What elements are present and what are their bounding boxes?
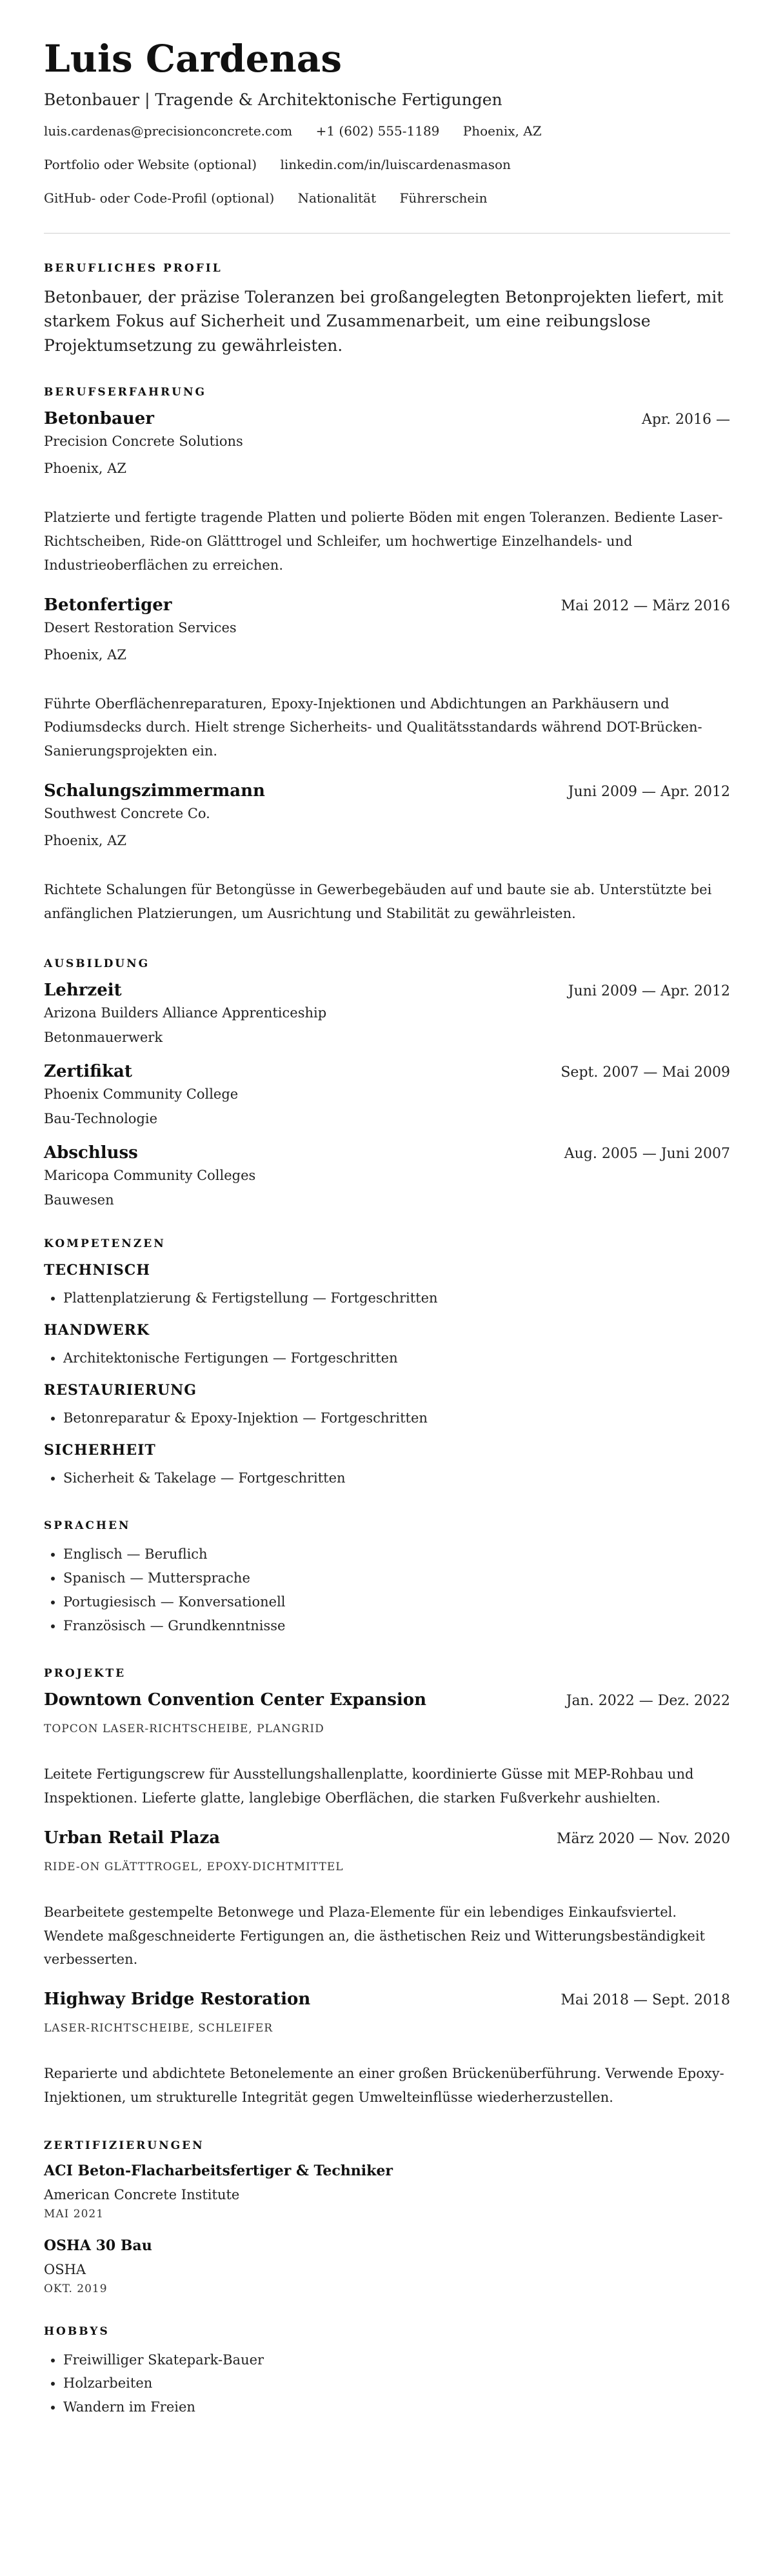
linkedin-link[interactable]: linkedin.com/in/luiscardenasmason [280, 156, 511, 172]
language-item: • Portugiesisch — Konversationell [63, 1590, 730, 1614]
job-location: Phoenix, AZ [44, 832, 126, 848]
phone-link[interactable]: +1 (602) 555-1189 [315, 123, 440, 139]
language-item: • Französisch — Grundkenntnisse [63, 1614, 730, 1638]
section-title-hobbies: HOBBYS [44, 2324, 110, 2338]
section-title-languages: SPRACHEN [44, 1519, 131, 1533]
section-title-profile: BERUFLICHES PROFIL [44, 261, 223, 275]
profile-section [44, 262, 730, 358]
study-field: Bau-Technologie [44, 1111, 158, 1127]
education-dates: Sept. 2007 — Mai 2009 [561, 1064, 730, 1081]
education-dates: Juni 2009 — Apr. 2012 [568, 983, 730, 1000]
school-name: Maricopa Community Colleges [44, 1168, 256, 1184]
projects-section [44, 1667, 730, 2109]
section-title-skills: KOMPETENZEN [44, 1237, 166, 1251]
email-link[interactable]: luis.cardenas@precisionconcrete.com [44, 123, 293, 139]
project-tools: LASER-RICHTSCHEIBE, SCHLEIFER [44, 2022, 273, 2035]
skill-item: • Sicherheit & Takelage — Fortgeschritten [63, 1466, 730, 1490]
certification-entry [44, 2237, 730, 2295]
project-tools: RIDE-ON GLÄTTTROGEL, EPOXY-DICHTMITTEL [44, 1860, 344, 1873]
hobby-list [44, 2348, 730, 2419]
degree-title: Lehrzeit [44, 981, 122, 1001]
profile-summary: Betonbauer, der präzise Toleranzen bei großangelegten Betonprojekten liefert, mit starkem Fokus auf Sicherheit und Zusammenarbeit, um eine reibungslose Projektumsetzung zu gewährleisten. [44, 287, 724, 355]
github-link[interactable]: GitHub- oder Code-Profil (optional) [44, 190, 275, 206]
job-description: Führte Oberflächenreparaturen, Epoxy-Injektionen und Abdichtungen an Parkhäusern und Podiumsdecks durch. Hielt strenge Sicherheits- und Qualitätsstandards während DOT-Brücken-Sanierungsprojekten ein. [44, 695, 702, 759]
experience-entry [44, 781, 730, 926]
project-description: Leitete Fertigungscrew für Ausstellungshallenplatte, koordinierte Güsse mit MEP-Rohbau und Inspektionen. Lieferte glatte, langlebige Oberflächen, die starken Fußverkehr aushielten. [44, 1766, 694, 1806]
education-entry [44, 981, 730, 1045]
project-entry [44, 1828, 730, 1972]
language-item: • Spanisch — Muttersprache [63, 1566, 730, 1590]
section-title-projects: PROJEKTE [44, 1667, 126, 1681]
language-item: • Englisch — Beruflich [63, 1543, 730, 1566]
hobby-item: • Freiwilliger Skatepark-Bauer [63, 2348, 730, 2372]
skill-list [44, 1466, 730, 1490]
contact-row-2 [44, 157, 730, 172]
certification-issuer: OSHA [44, 2261, 86, 2277]
skill-item: • Architektonische Fertigungen — Fortgeschritten [63, 1346, 730, 1370]
skill-item: • Plattenplatzierung & Fertigstellung — Fortgeschritten [63, 1286, 730, 1310]
location-text: Phoenix, AZ [462, 123, 542, 139]
study-field: Betonmauerwerk [44, 1030, 163, 1046]
experience-entry [44, 409, 730, 577]
education-section [44, 957, 730, 1208]
license-text: Führerschein [399, 190, 488, 206]
education-entry [44, 1143, 730, 1208]
certification-entry [44, 2162, 730, 2221]
certifications-section [44, 2139, 730, 2295]
experience-section [44, 386, 730, 925]
contact-row-1 [44, 123, 730, 139]
study-field: Bauwesen [44, 1192, 114, 1208]
degree-title: Abschluss [44, 1143, 138, 1163]
education-dates: Aug. 2005 — Juni 2007 [564, 1146, 730, 1163]
job-description: Platzierte und fertigte tragende Platten und polierte Böden mit engen Toleranzen. Bediente Laser-Richtscheiben, Ride-on Glätttrogel und Schleifer, um hochwertige Einzelhandels- und Industrieoberflächen zu erreichen. [44, 510, 723, 573]
project-tools: TOPCON LASER-RICHTSCHEIBE, PLANGRID [44, 1722, 324, 1736]
school-name: Arizona Builders Alliance Apprenticeship [44, 1005, 327, 1021]
job-title: Schalungszimmermann [44, 781, 265, 801]
hobbies-section [44, 2325, 730, 2419]
project-name: Urban Retail Plaza [44, 1828, 221, 1848]
company-name: Precision Concrete Solutions [44, 434, 243, 450]
certification-name: ACI Beton-Flacharbeitsfertiger & Techniker [44, 2162, 393, 2179]
section-title-experience: BERUFSERFAHRUNG [44, 386, 207, 399]
job-description: Richtete Schalungen für Betongüsse in Gewerbegebäuden auf und baute sie ab. Unterstützte bei anfänglichen Platzierungen, um Ausrichtung und Stabilität zu gewährleisten. [44, 881, 712, 921]
skill-category: HANDWERK [44, 1322, 150, 1339]
section-title-certifications: ZERTIFIZIERUNGEN [44, 2139, 204, 2152]
skill-category: SICHERHEIT [44, 1441, 156, 1459]
certification-date: OKT. 2019 [44, 2282, 108, 2295]
job-dates: Mai 2012 — März 2016 [561, 597, 730, 614]
project-name: Downtown Convention Center Expansion [44, 1690, 426, 1710]
job-location: Phoenix, AZ [44, 461, 126, 477]
certification-name: OSHA 30 Bau [44, 2237, 152, 2254]
candidate-name: Luis Cardenas [44, 37, 342, 81]
education-entry [44, 1062, 730, 1126]
project-dates: Jan. 2022 — Dez. 2022 [566, 1693, 730, 1710]
language-list [44, 1543, 730, 1637]
hobby-item: • Holzarbeiten [63, 2371, 730, 2395]
resume-header [44, 39, 730, 206]
project-name: Highway Bridge Restoration [44, 1990, 311, 2010]
portfolio-link[interactable]: Portfolio oder Website (optional) [44, 156, 257, 172]
nationality-text: Nationalität [297, 190, 377, 206]
certification-issuer: American Concrete Institute [44, 2186, 240, 2202]
skill-list [44, 1406, 730, 1430]
project-entry [44, 1990, 730, 2110]
school-name: Phoenix Community College [44, 1086, 239, 1103]
job-dates: Apr. 2016 — [641, 412, 730, 428]
skill-category: RESTAURIERUNG [44, 1381, 197, 1399]
project-dates: Mai 2018 — Sept. 2018 [561, 1992, 730, 2009]
experience-entry [44, 595, 730, 763]
skill-item: • Betonreparatur & Epoxy-Injektion — Fortgeschritten [63, 1406, 730, 1430]
project-description: Reparierte und abdichtete Betonelemente an einer großen Brückenüberführung. Verwende Epoxy-Injektionen, um strukturelle Integrität gegen Umwelteinflüsse wiederherzustellen. [44, 2066, 724, 2105]
project-description: Bearbeitete gestempelte Betonwege und Plaza-Elemente für ein lebendiges Einkaufsviertel. Wendete maßgeschneiderte Fertigungen an, die ästhetischen Reiz und Witterungsbeständigkeit verbesserten. [44, 1904, 706, 1968]
job-title: Betonfertiger [44, 595, 172, 615]
header-divider [44, 233, 730, 234]
languages-section [44, 1519, 730, 1637]
company-name: Southwest Concrete Co. [44, 805, 210, 821]
skill-list [44, 1346, 730, 1370]
section-title-education: AUSBILDUNG [44, 957, 150, 971]
project-dates: März 2020 — Nov. 2020 [556, 1830, 730, 1847]
project-entry [44, 1690, 730, 1810]
job-location: Phoenix, AZ [44, 646, 126, 663]
skills-section [44, 1237, 730, 1490]
skill-category: TECHNISCH [44, 1262, 151, 1279]
contact-row-3 [44, 190, 730, 206]
candidate-headline: Betonbauer | Tragende & Architektonische Fertigungen [44, 90, 502, 109]
hobby-item: • Wandern im Freien [63, 2395, 730, 2419]
job-title: Betonbauer [44, 409, 154, 429]
job-dates: Juni 2009 — Apr. 2012 [568, 783, 730, 800]
certification-date: MAI 2021 [44, 2207, 104, 2221]
skill-list [44, 1286, 730, 1310]
company-name: Desert Restoration Services [44, 619, 237, 635]
degree-title: Zertifikat [44, 1062, 132, 1082]
